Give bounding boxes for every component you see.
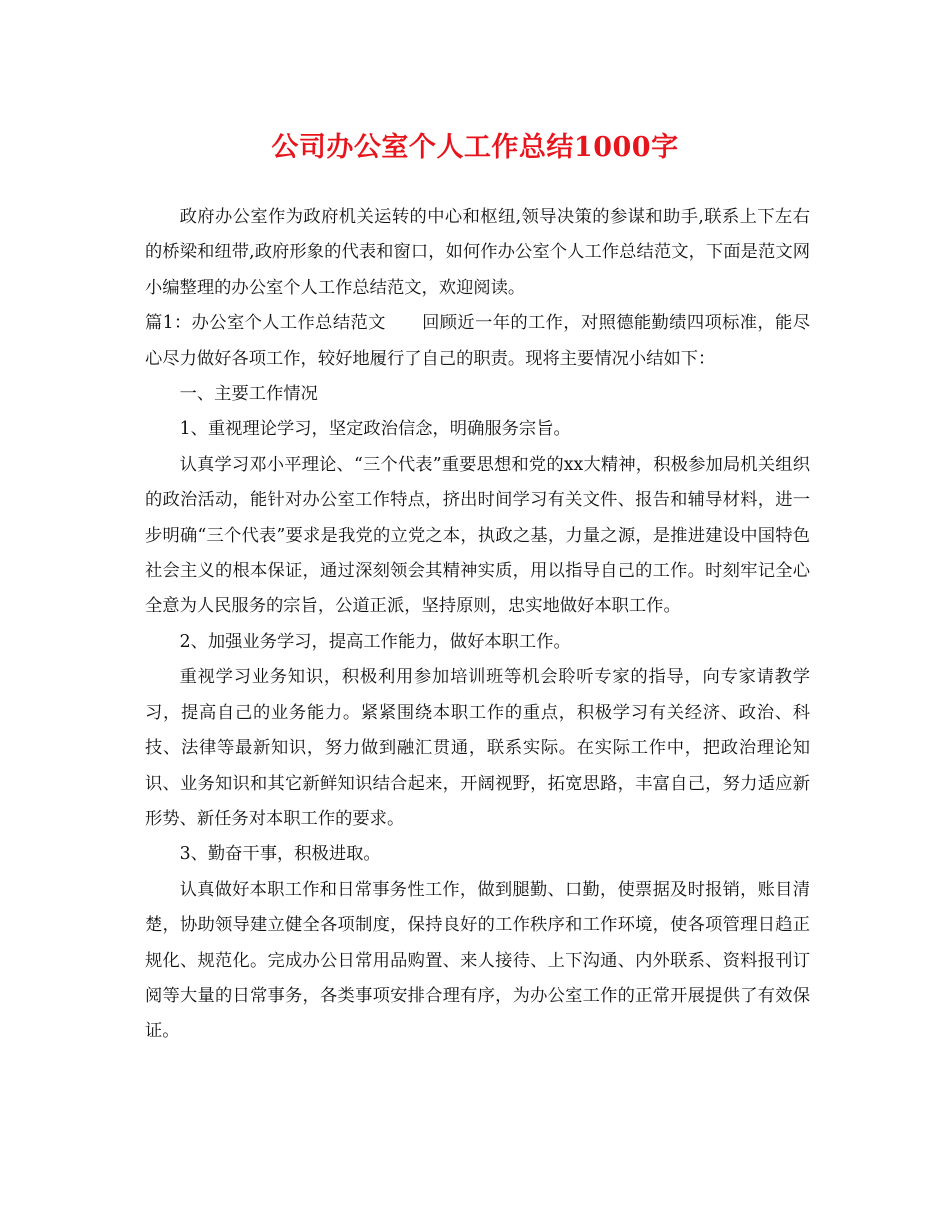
- chapter-label: 篇1：办公室个人工作总结范文: [145, 313, 386, 334]
- item1-body: 认真学习邓小平理论、“三个代表”重要思想和党的xx大精神，积极参加局机关组织的政治活动，能针对办公室工作特点，挤出时间学习有关文件、报告和辅导材料，进一步明确“三个代表”要求是我党的立党之本，执政之基，力量之源，是推进建设中国特色社会主义的根本保证，通过深刻领会其精神实质，用以指导自己的工作。时刻牢记全心全意为人民服务的宗旨，公道正派，坚持原则，忠实地做好本职工作。: [145, 454, 810, 617]
- item2-body: 重视学习业务知识，积极利用参加培训班等机会聆听专家的指导，向专家请教学习，提高自己的业务能力。紧紧围绕本职工作的重点，积极学习有关经济、政治、科技、法律等最新知识，努力做到融汇贯通，联系实际。在实际工作中，把政治理论知识、业务知识和其它新鲜知识结合起来，开阔视野，拓宽思路，丰富自己，努力适应新形势、新任务对本职工作的要求。: [145, 667, 810, 829]
- document-body: [145, 200, 810, 1050]
- item2-heading: 2、加强业务学习，提高工作能力，做好本职工作。: [179, 631, 571, 652]
- chapter-text: 回顾近一年的工作，对照德能勤绩四项标准，能尽心尽力做好各项工作，较好地履行了自己的职责。现将主要情况小结如下：: [145, 313, 810, 369]
- item3-body: 认真做好本职工作和日常事务性工作，做到腿勤、口勤，使票据及时报销，账目清楚，协助领导建立健全各项制度，保持良好的工作秩序和工作环境，使各项管理日趋正规化、规范化。完成办公日常用品购置、来人接待、上下沟通、内外联系、资料报刊订阅等大量的日常事务，各类事项安排合理有序，为办公室工作的正常开展提供了有效保证。: [145, 879, 810, 1042]
- item1-heading: 1、重视理论学习，坚定政治信念，明确服务宗旨。: [179, 419, 571, 440]
- document-title: 公司办公室个人工作总结1000字: [271, 132, 679, 163]
- section-heading: 一、主要工作情况: [179, 384, 318, 405]
- chapter-paragraph: [145, 306, 810, 377]
- item3-heading: 3、勤奋干事，积极进取。: [179, 844, 381, 865]
- intro-paragraph: 政府办公室作为政府机关运转的中心和枢纽,领导决策的参谋和助手,联系上下左右的桥梁和纽带,政府形象的代表和窗口，如何作办公室个人工作总结范文，下面是范文网小编整理的办公室个人工作总结范文，欢迎阅读。: [145, 207, 810, 298]
